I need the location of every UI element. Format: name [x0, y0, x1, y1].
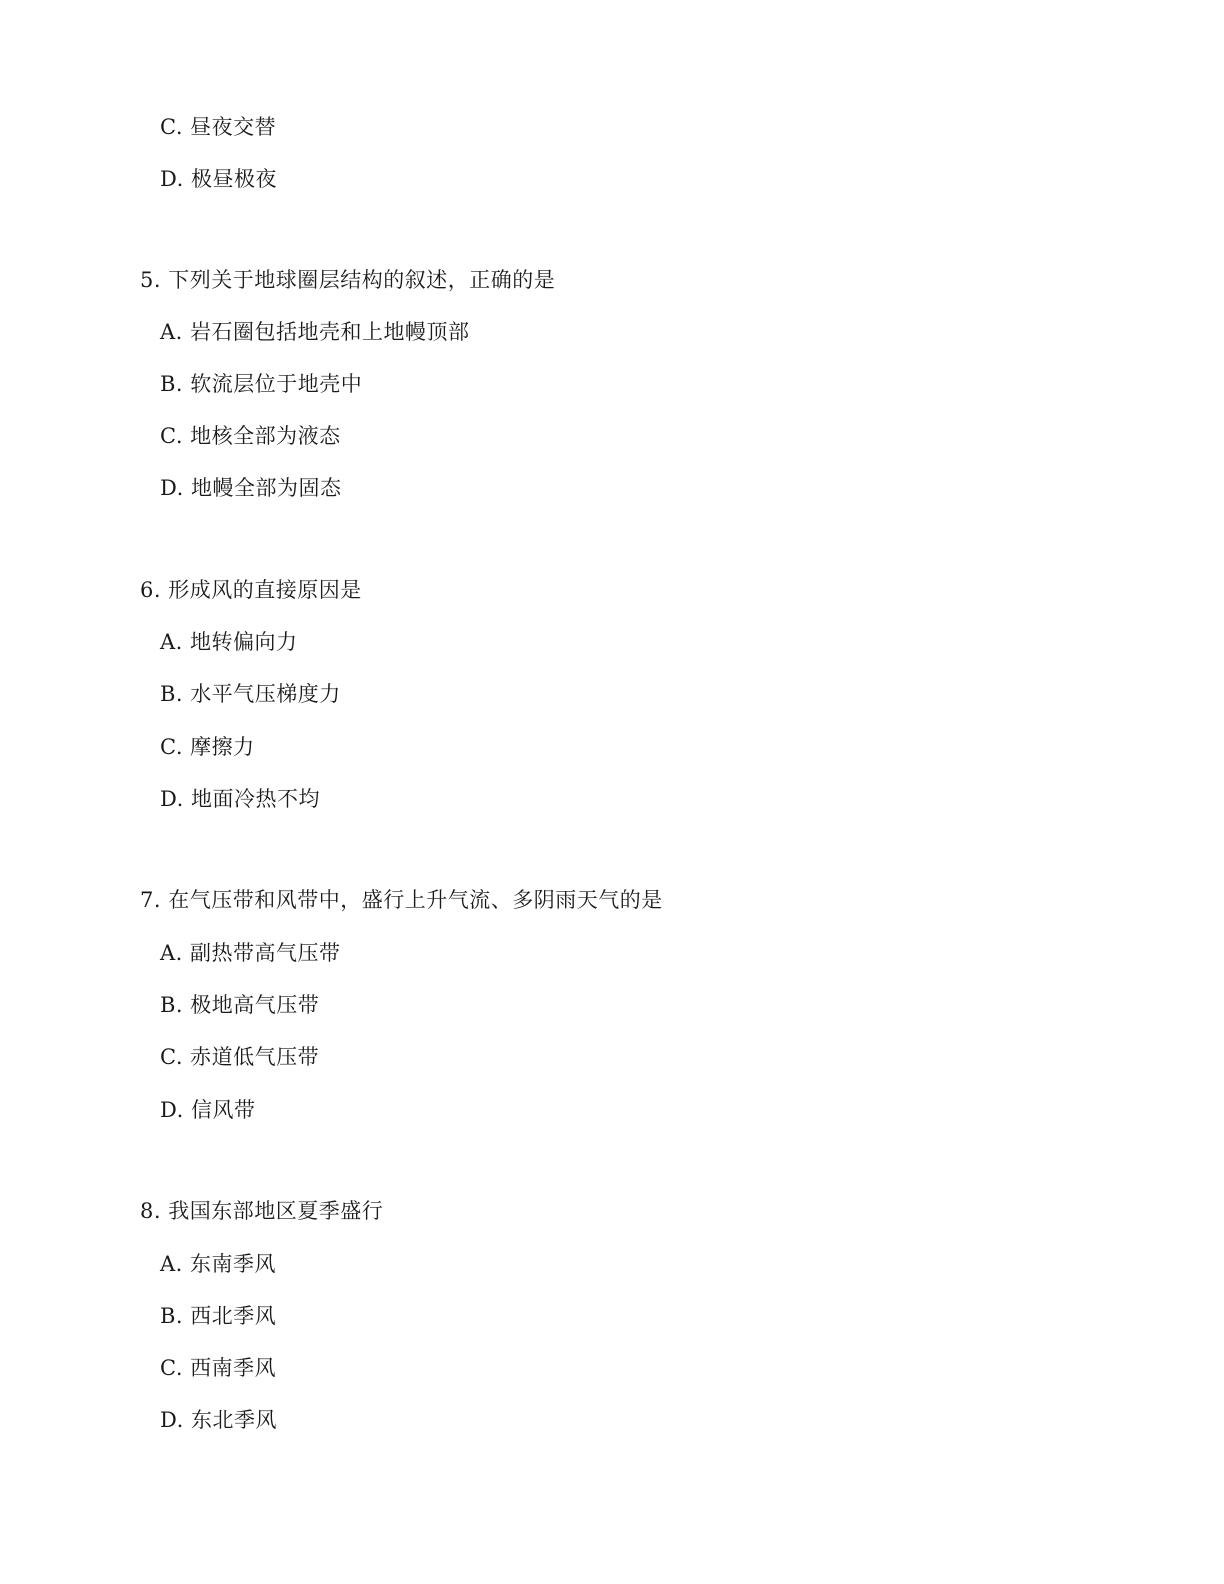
option-d-q6: D. 地面冷热不均	[160, 787, 320, 811]
option-a-q6: A. 地转偏向力	[160, 630, 298, 654]
question-6-stem: 6. 形成风的直接原因是	[140, 578, 362, 602]
question-5-stem: 5. 下列关于地球圈层结构的叙述，正确的是	[140, 268, 556, 292]
option-a-q5: A. 岩石圈包括地壳和上地幔顶部	[160, 320, 470, 344]
option-c-q5: C. 地核全部为液态	[160, 424, 341, 448]
option-d-q8: D. 东北季风	[160, 1408, 277, 1432]
question-7-stem: 7. 在气压带和风带中，盛行上升气流、多阴雨天气的是	[140, 888, 663, 912]
option-c-q7: C. 赤道低气压带	[160, 1045, 320, 1069]
option-b-q5: B. 软流层位于地壳中	[160, 372, 363, 396]
option-d-q7: D. 信风带	[160, 1098, 256, 1122]
option-a-q8: A. 东南季风	[160, 1252, 277, 1276]
option-c-q4: C. 昼夜交替	[160, 115, 277, 139]
option-a-q7: A. 副热带高气压带	[160, 941, 341, 965]
option-b-q6: B. 水平气压梯度力	[160, 682, 341, 706]
option-d-q4: D. 极昼极夜	[160, 167, 277, 191]
option-c-q8: C. 西南季风	[160, 1356, 277, 1380]
option-b-q7: B. 极地高气压带	[160, 993, 320, 1017]
option-b-q8: B. 西北季风	[160, 1304, 277, 1328]
option-c-q6: C. 摩擦力	[160, 735, 255, 759]
question-8-stem: 8. 我国东部地区夏季盛行	[140, 1199, 384, 1223]
option-d-q5: D. 地幔全部为固态	[160, 476, 342, 500]
